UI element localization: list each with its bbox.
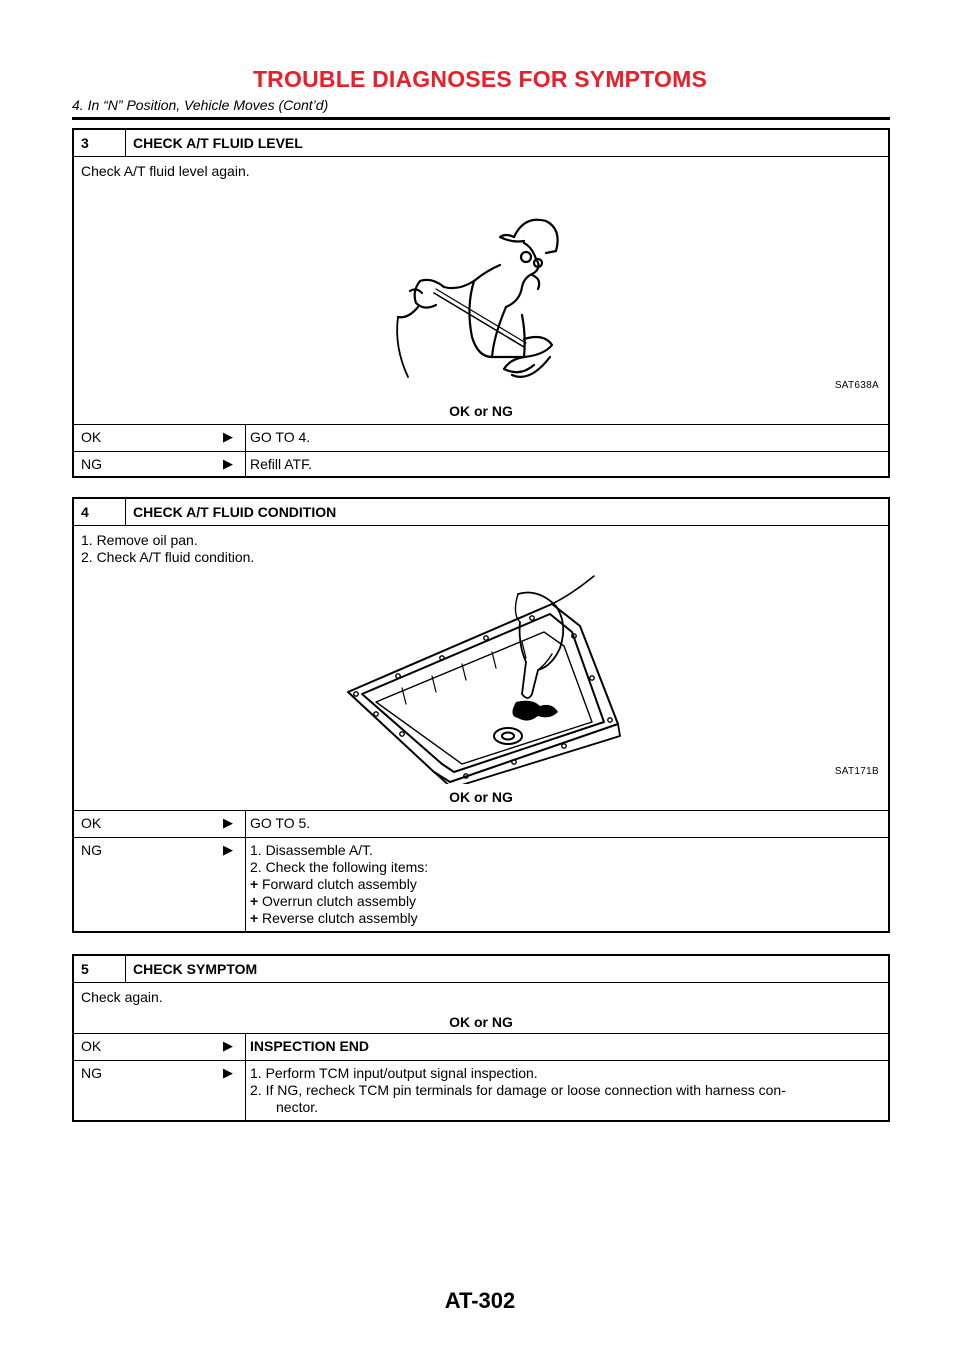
bullet-icon: + [250,876,259,892]
result-row-ok [74,811,888,838]
ok-or-ng-label: OK or NG [449,1014,513,1030]
result-code: NG [81,456,102,472]
bullet-item: + Overrun clutch assembly [250,893,417,909]
figure-code: SAT171B [834,766,879,777]
instruction-line: 2. Check A/T fluid condition. [81,549,255,565]
figure-code: SAT638A [834,380,879,391]
oil-pan-illustration [342,574,638,784]
step-3-box [72,128,890,478]
result-code: NG [81,842,102,858]
page-subtitle: 4. In “N” Position, Vehicle Moves (Cont’d) [72,97,329,113]
arrow-icon: ▶ [223,1065,233,1080]
result-row-ok [74,425,888,452]
mechanic-checking-fluid-illustration [374,207,574,395]
step-title: CHECK A/T FLUID CONDITION [133,504,337,520]
ok-or-ng-label: OK or NG [449,789,513,805]
page-title: TROUBLE DIAGNOSES FOR SYMPTOMS [252,66,708,92]
step-instruction: Check A/T fluid level again. [81,163,250,179]
instruction-line: 1. Remove oil pan. [81,532,198,548]
action-line: 1. Disassemble A/T. [250,842,373,858]
step-title: CHECK A/T FLUID LEVEL [133,135,303,151]
action-line: 1. Perform TCM input/output signal inspection. [250,1065,538,1081]
bullet-item: + Forward clutch assembly [250,876,417,892]
bullet-icon: + [250,893,259,909]
result-code: NG [81,1065,102,1081]
bullet-icon: + [250,910,259,926]
step-number: 5 [74,956,126,982]
arrow-icon: ▶ [223,1038,233,1053]
result-action: INSPECTION END [245,1034,888,1060]
result-row-ng [74,838,888,931]
step-header [74,956,888,983]
result-action: GO TO 4. [245,425,888,451]
step-4-box [72,497,890,933]
step-number: 3 [74,130,126,156]
step-header [74,130,888,157]
ok-or-ng-label: OK or NG [449,403,513,419]
step-number: 4 [74,499,126,525]
action-line: 2. Check the following items: [250,859,429,875]
header-rule [72,117,890,120]
arrow-icon: ▶ [223,815,233,830]
result-action: Refill ATF. [245,452,888,476]
step-body [74,157,888,425]
result-row-ng [74,1061,888,1120]
arrow-icon: ▶ [223,842,233,857]
result-action: GO TO 5. [245,811,888,837]
result-code: OK [81,1038,102,1054]
result-code: OK [81,815,102,831]
result-action-list [245,838,888,931]
bullet-item: + Reverse clutch assembly [250,910,418,926]
action-line-continued: nector. [276,1099,319,1115]
step-body [74,526,888,811]
step-instruction: Check again. [81,989,163,1005]
result-code: OK [81,429,102,445]
result-action-list [245,1061,888,1120]
result-row-ok [74,1034,888,1061]
step-header [74,499,888,526]
result-row-ng [74,452,888,476]
page-number: AT-302 [444,1288,516,1313]
arrow-icon: ▶ [223,456,233,471]
step-body [74,983,888,1034]
step-instructions [81,532,254,566]
step-title: CHECK SYMPTOM [133,961,258,977]
step-5-box [72,954,890,1122]
arrow-icon: ▶ [223,429,233,444]
action-line: 2. If NG, recheck TCM pin terminals for damage or loose connection with harness con- [250,1082,786,1098]
